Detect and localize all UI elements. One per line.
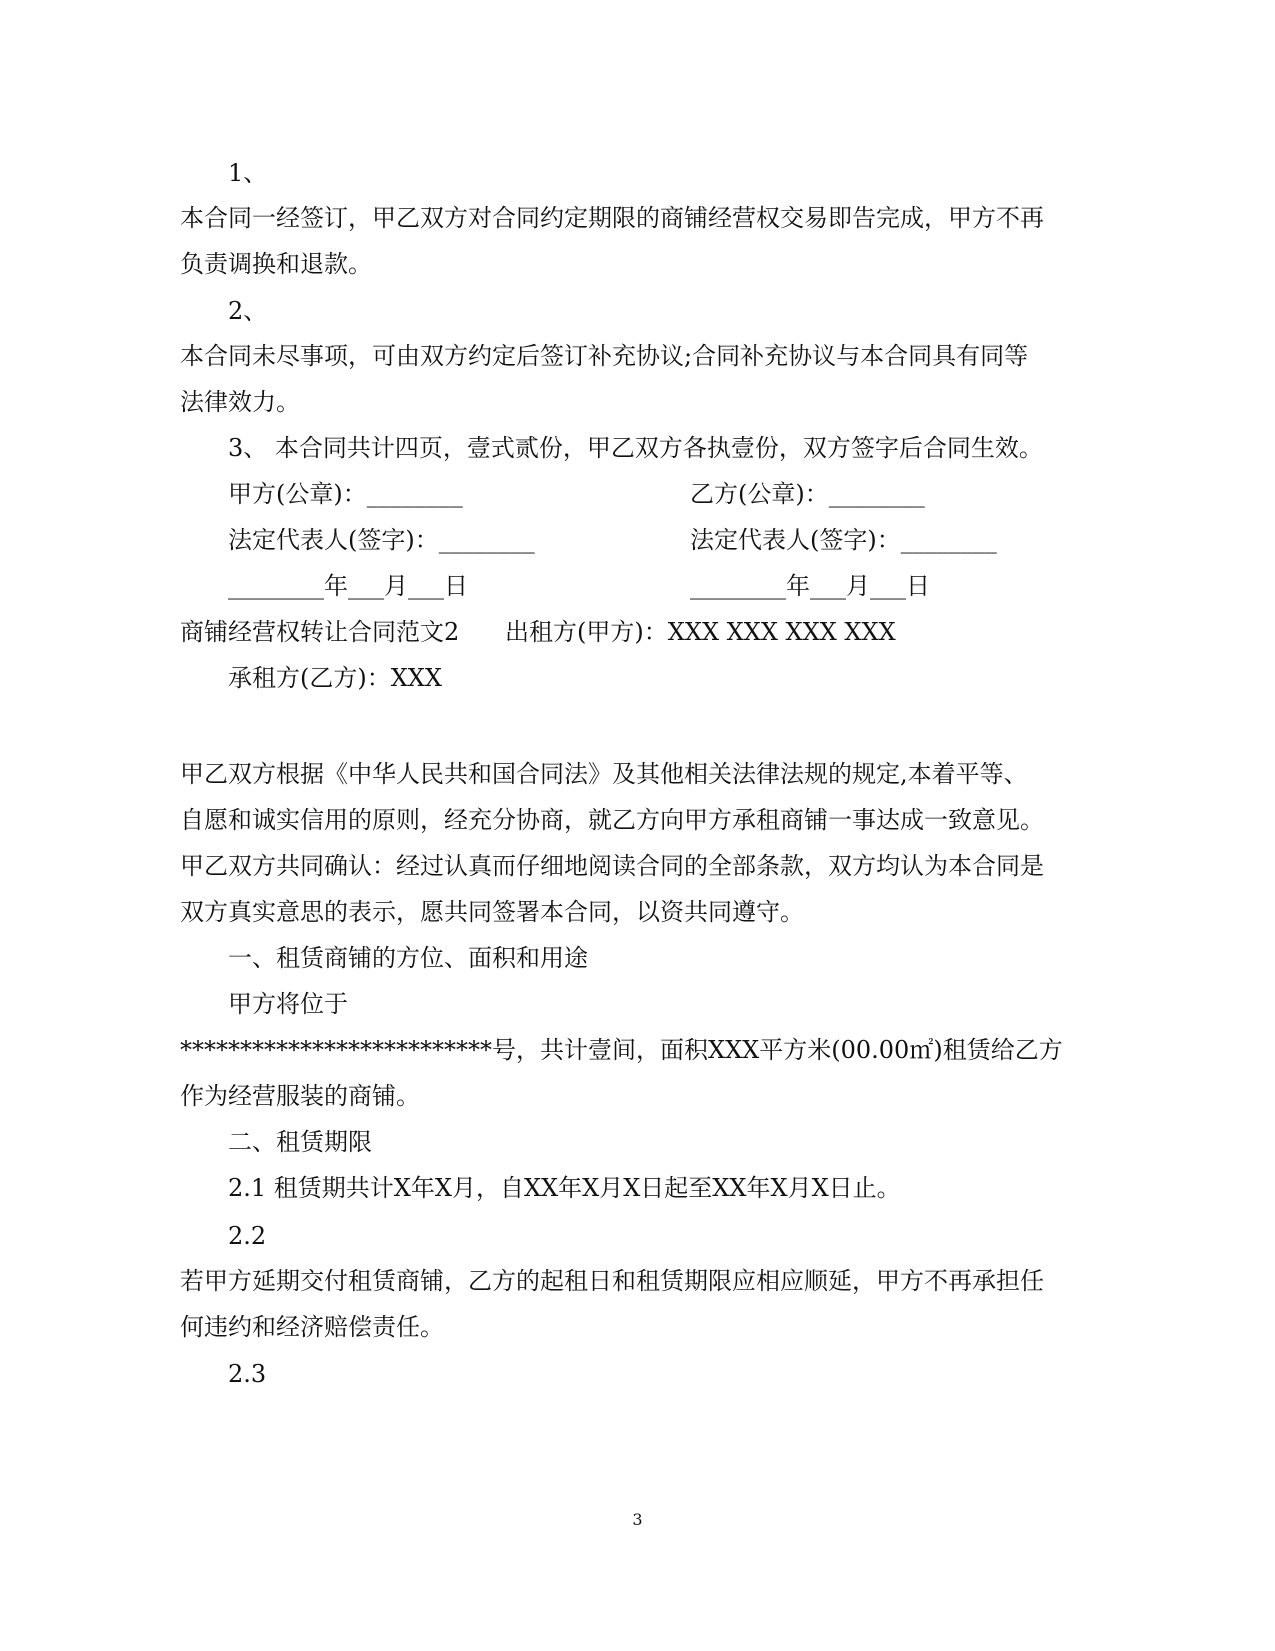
section-1-line-3: 作为经营服装的商铺。 (180, 1082, 420, 1110)
item-1-number: 1、 (228, 159, 268, 187)
party-a-representative: 法定代表人(签字)：________ (228, 526, 535, 554)
item-2-text-line-2: 法律效力。 (180, 388, 300, 416)
section-2-title: 二、租赁期限 (228, 1128, 372, 1156)
contract-2-heading: 商铺经营权转让合同范文2 出租方(甲方)：XXX XXX XXX XXX (180, 618, 896, 646)
section-1-line-2: **************************号，共计壹间，面积XXX平方米(00.00㎡)租赁给乙方 (180, 1036, 1063, 1064)
clause-2-2-line-2: 何违约和经济赔偿责任。 (180, 1313, 444, 1341)
clause-2-3-number: 2.3 (228, 1360, 267, 1388)
preamble-line-2: 自愿和诚实信用的原则，经充分协商，就乙方向甲方承租商铺一事达成一致意见。 (180, 806, 1044, 834)
party-a-date: ________年___月___日 (228, 572, 468, 600)
preamble-line-3: 甲乙双方共同确认：经过认真而仔细地阅读合同的全部条款，双方均认为本合同是 (180, 852, 1044, 880)
item-3-text: 3、 本合同共计四页，壹式贰份，甲乙双方各执壹份，双方签字后合同生效。 (228, 434, 1043, 462)
item-1-text-line-1: 本合同一经签订，甲乙双方对合同约定期限的商铺经营权交易即告完成，甲方不再 (180, 204, 1044, 232)
clause-2-2-line-1: 若甲方延期交付租赁商铺，乙方的起租日和租赁期限应相应顺延，甲方不再承担任 (180, 1267, 1044, 1295)
party-b-date: ________年___月___日 (690, 572, 930, 600)
tenant-line: 承租方(乙方)：XXX (228, 664, 442, 692)
clause-2-1: 2.1 租赁期共计X年X月，自XX年X月X日起至XX年X月X日止。 (228, 1174, 901, 1202)
preamble-line-4: 双方真实意思的表示，愿共同签署本合同，以资共同遵守。 (180, 898, 804, 926)
section-1-line-1: 甲方将位于 (228, 990, 348, 1018)
party-a-seal: 甲方(公章)：________ (228, 480, 463, 508)
party-b-representative: 法定代表人(签字)：________ (690, 526, 997, 554)
item-1-text-line-2: 负责调换和退款。 (180, 250, 372, 278)
party-b-seal: 乙方(公章)：________ (690, 480, 925, 508)
item-2-number: 2、 (228, 297, 268, 325)
item-2-text-line-1: 本合同未尽事项，可由双方约定后签订补充协议;合同补充协议与本合同具有同等 (180, 342, 1029, 370)
preamble-line-1: 甲乙双方根据《中华人民共和国合同法》及其他相关法律法规的规定,本着平等、 (180, 760, 1028, 788)
clause-2-2-number: 2.2 (228, 1222, 267, 1250)
section-1-title: 一、租赁商铺的方位、面积和用途 (228, 944, 588, 972)
page-number: 3 (632, 1510, 643, 1529)
